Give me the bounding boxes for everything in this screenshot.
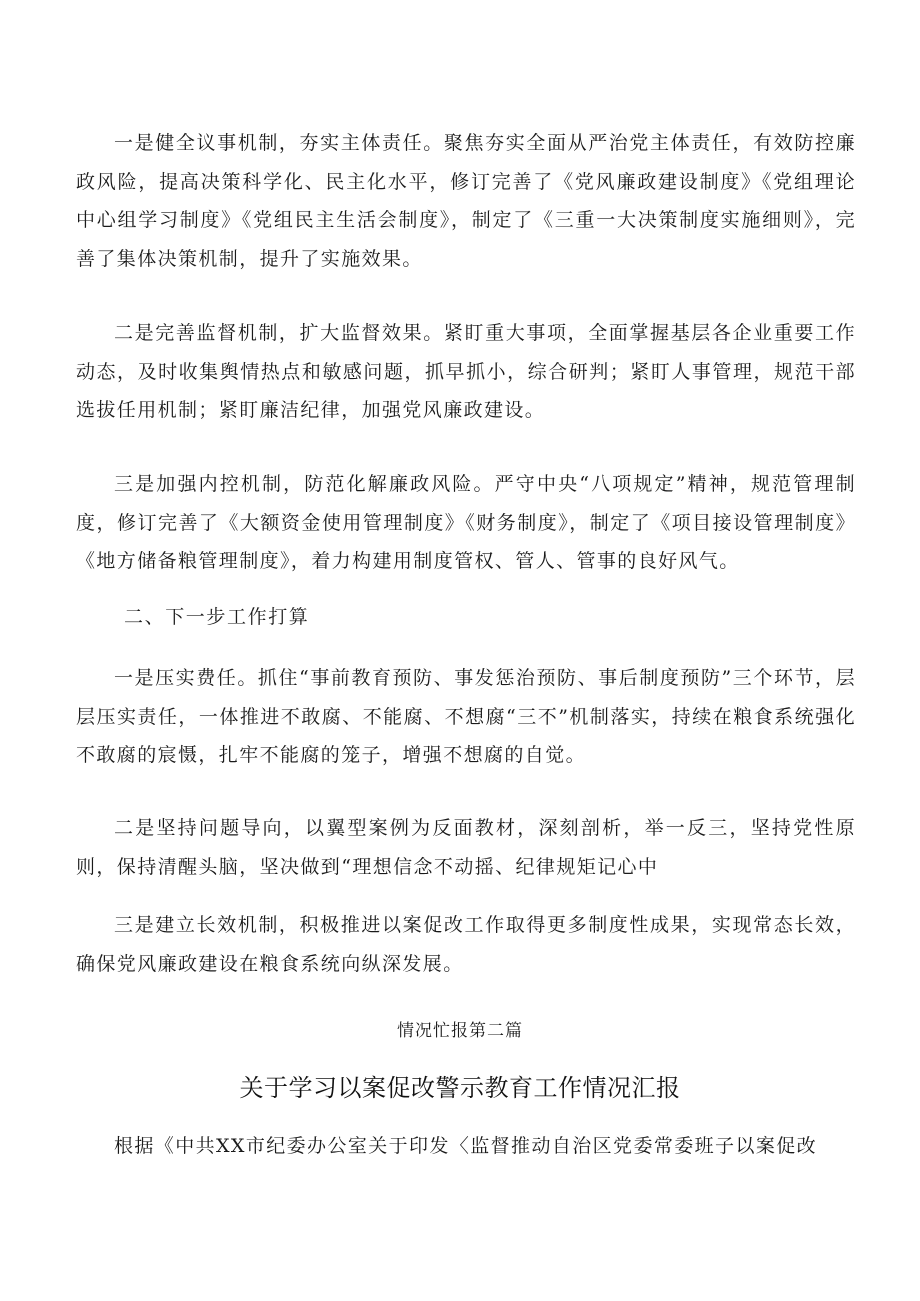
paragraph-improve-supervision: 二是完善监督机制，扩大监督效果。紧盯重大事项，全面掌握基层各企业重要工作动态，及时收集舆情热点和敏感问题，抓早抓小，综合研判；紧盯人事管理，规范干部选拔任用机制；紧盯廉洁纪律，加强党风廉政建设。 (76, 322, 856, 421)
paragraph-improve-deliberation: 一是健全议事机制，夯实主体责任。聚焦夯实全面从严治党主体责任，有效防控廉政风险，提高决策科学化、民主化水平，修订完善了《党风廉政建设制度》《党组理论中心组学习制度》《党组民主生活会制度》，制定了《三重一大决策制度实施细则》，完善了集体决策机制，提升了实施效果。 (76, 132, 856, 270)
paragraph-long-term-mechanism: 三是建立长效机制，积极推进以案促改工作取得更多制度性成果，实现常态长效，确保党风廉政建设在粮食系统向纵深发展。 (76, 914, 856, 975)
report-subtitle: 情况忙报第二篇 (397, 1021, 523, 1041)
page-title: 关于学习以案促改警示教育工作情况汇报 (239, 1074, 681, 1102)
paragraph-according-to: 根据《中共XX市纪委办公室关于印发〈监督推动自治区党委常委班子以案促改 (114, 1135, 818, 1157)
paragraph-problem-oriented: 二是坚持问题导向，以翼型案例为反面教材，深刻剖析，举一反三，坚持党性原则，保持清醒头脑，坚决做到“理想信念不动摇、纪律规矩记心中 (76, 817, 856, 878)
paragraph-responsibility: 一是压实费任。抓住“事前教育预防、事发惩治预防、事后制度预防”三个环节，层层压实责任，一体推进不敢腐、不能腐、不想腐“三不”机制落实，持续在粮食系统强化不敢腐的宸慑，扎牢不能腐的笼子，增强不想腐的自觉。 (76, 667, 856, 766)
paragraph-internal-control: 三是加强内控机制，防范化解廉政风险。严守中央“八项规定”精神，规范管理制度，修订完善了《大额资金使用管理制度》《财务制度》，制定了《项目接设管理制度》《地方储备粮管理制度》，着力构建用制度管权、管人、管事的良好风气。 (76, 473, 856, 572)
section-heading-next-steps: 二、下一步工作打算 (124, 606, 310, 628)
